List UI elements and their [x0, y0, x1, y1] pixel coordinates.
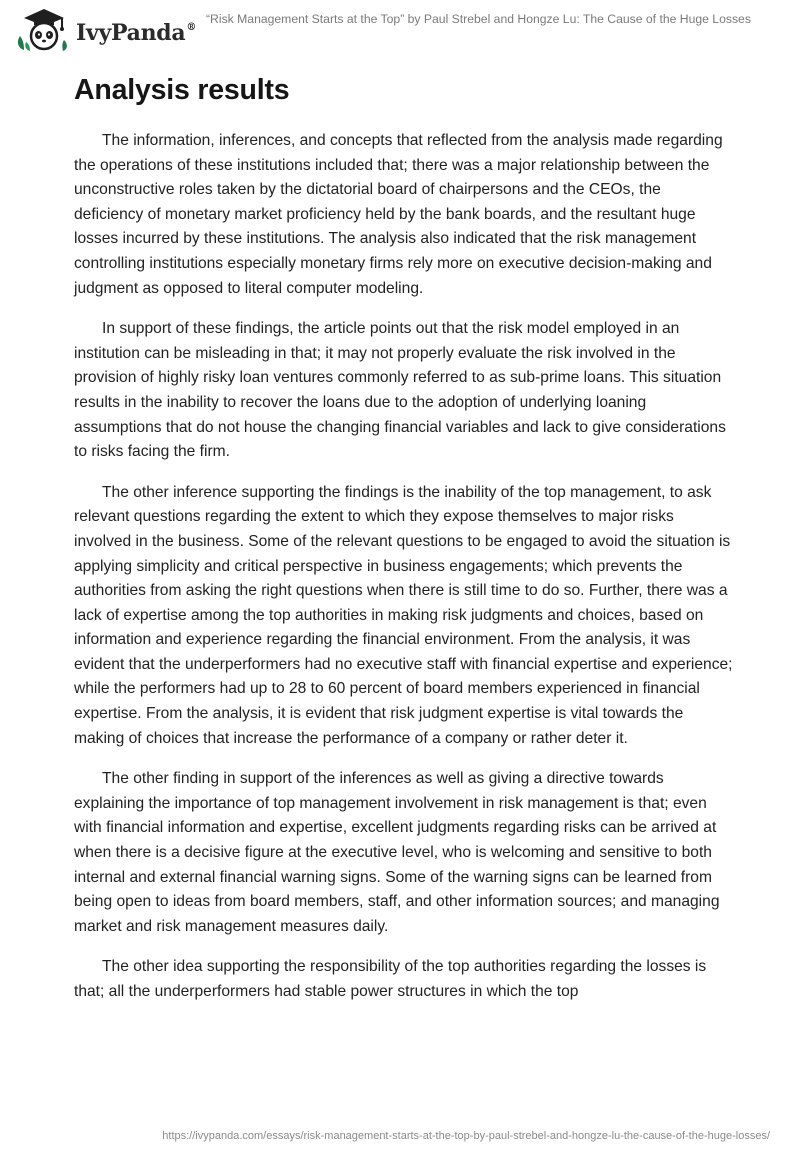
brand-name-text: IvyPanda — [76, 20, 186, 46]
article-body — [74, 74, 734, 1021]
paragraph: In support of these findings, the article points out that the risk model employed in an institution can be misleading in that; it may not properly evaluate the risk involved in the provision of highly risky loan ventures commonly referred to as sub-prime loans. This situation results in the inability to recover the loans due to the adoption of underlying loaning assumptions that do not house the changing financial variables and lack to give considerations to risks facing the firm. — [74, 320, 726, 461]
ivypanda-logo[interactable] — [14, 6, 214, 52]
paragraph: The other inference supporting the findings is the inability of the top management, to ask relevant questions regarding the extent to which they expose themselves to major risks involved in the business. Some of the relevant questions to be engaged to avoid the situation is applying simplicity and critical perspective in business engagements; which prevents the authorities from asking the right questions when there is still time to do so. Further, there was a lack of expertise among the top authorities in making risk judgments and choices, based on information and experience regarding the financial environment. From the analysis, it was evident that the underperformers had no executive staff with financial expertise and experience; while the performers had up to 28 to 60 percent of board members experienced in financial expertise. From the analysis, it is evident that risk judgment expertise is vital towards the making of choices that increase the performance of a company or rather deter it. — [74, 483, 733, 747]
paragraph: The information, inferences, and concepts that reflected from the analysis made regarding the operations of these institutions included that; there was a major relationship between the unconstructive roles taken by the dictatorial board of chairpersons and the CEOs, the deficiency of monetary market proficiency held by the bank boards, and the resultant huge losses incurred by these institutions. The analysis also indicated that the risk management controlling institutions especially monetary firms rely more on executive decision-making and judgment as opposed to literal computer modeling. — [74, 132, 723, 297]
document-title: “Risk Management Starts at the Top” by Paul Strebel and Hongze Lu: The Cause of the Huge Losses — [206, 12, 751, 26]
page-header — [0, 0, 800, 60]
brand-name — [76, 20, 196, 46]
source-url[interactable]: https://ivypanda.com/essays/risk-management-starts-at-the-top-by-paul-strebel-and-hongze-lu-the-cause-of-the-huge-losses/ — [162, 1130, 770, 1142]
section-heading: Analysis results — [74, 74, 290, 106]
panda-graduation-icon — [14, 6, 70, 52]
registered-mark: ® — [186, 21, 197, 33]
paragraph: The other finding in support of the inferences as well as giving a directive towards explaining the importance of top management involvement in risk management is that; even with financial information and expertise, excellent judgments regarding risks can be arrived at when there is a decisive figure at the executive level, who is welcoming and sensitive to both internal and external financial warning signs. Some of the warning signs can be learned from being open to ideas from board members, staff, and other information sources; and managing market and risk management measures daily. — [74, 770, 720, 935]
paragraph: The other idea supporting the responsibility of the top authorities regarding the losses is that; all the underperformers had stable power structures in which the top — [74, 958, 707, 1000]
